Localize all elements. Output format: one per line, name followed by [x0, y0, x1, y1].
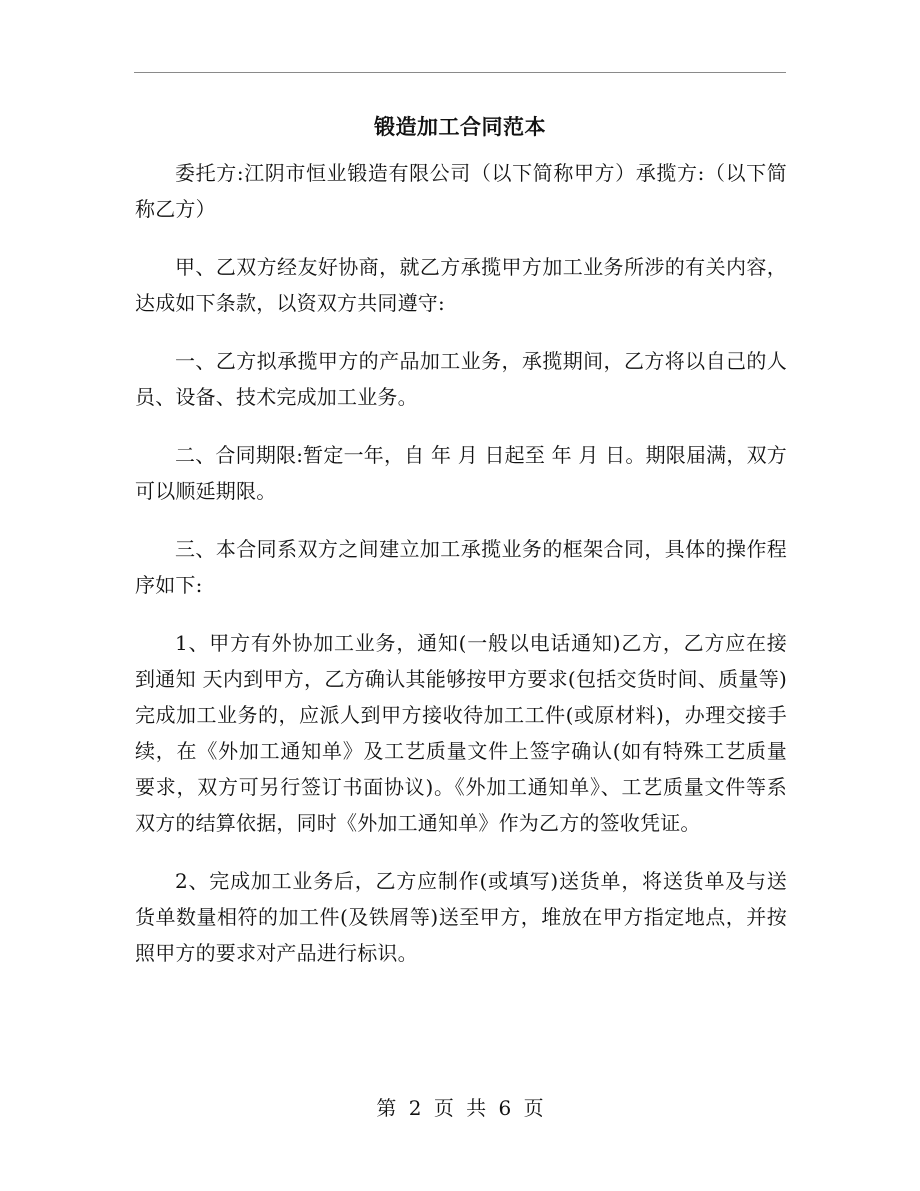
paragraph-clause-3: 三、本合同系双方之间建立加工承揽业务的框架合同，具体的操作程序如下:: [135, 537, 787, 597]
paragraph-clause-2: 二、合同期限:暂定一年，自 年 月 日起至 年 月 日。期限届满，双方可以顺延期限。: [135, 443, 787, 503]
paragraph-clause-1: 一、乙方拟承揽甲方的产品加工业务，承揽期间，乙方将以自己的人员、设备、技术完成加工业务。: [135, 349, 787, 409]
paragraph-procedure-1: 1、甲方有外协加工业务，通知(一般以电话通知)乙方，乙方应在接到通知 天内到甲方，乙方确认其能够按甲方要求(包括交货时间、质量等)完成加工业务的，应派人到甲方接收待加工工件(或原材料)，办理交接手续，在《外加工通知单》及工艺质量文件上签字确认(如有特殊工艺质量要求，双方可另行签订书面协议)。《外加工通知单》、工艺质量文件等系双方的结算依据，同时《外加工通知单》作为乙方的签收凭证。: [135, 631, 787, 835]
document-title: 锻造加工合同范本: [374, 114, 546, 139]
paragraph-procedure-2: 2、完成加工业务后，乙方应制作(或填写)送货单，将送货单及与送货单数量相符的加工件(及铁屑等)送至甲方，堆放在甲方指定地点，并按照甲方的要求对产品进行标识。: [135, 869, 787, 965]
document-body: [135, 155, 787, 993]
page-number: 第 2 页 共 6 页: [376, 1096, 544, 1120]
header-rule: [134, 72, 786, 73]
paragraph-parties: 委托方:江阴市恒业锻造有限公司（以下简称甲方）承揽方:（以下简称乙方）: [135, 161, 787, 221]
paragraph-preamble: 甲、乙双方经友好协商，就乙方承揽甲方加工业务所涉的有关内容，达成如下条款，以资双方共同遵守:: [135, 255, 787, 315]
